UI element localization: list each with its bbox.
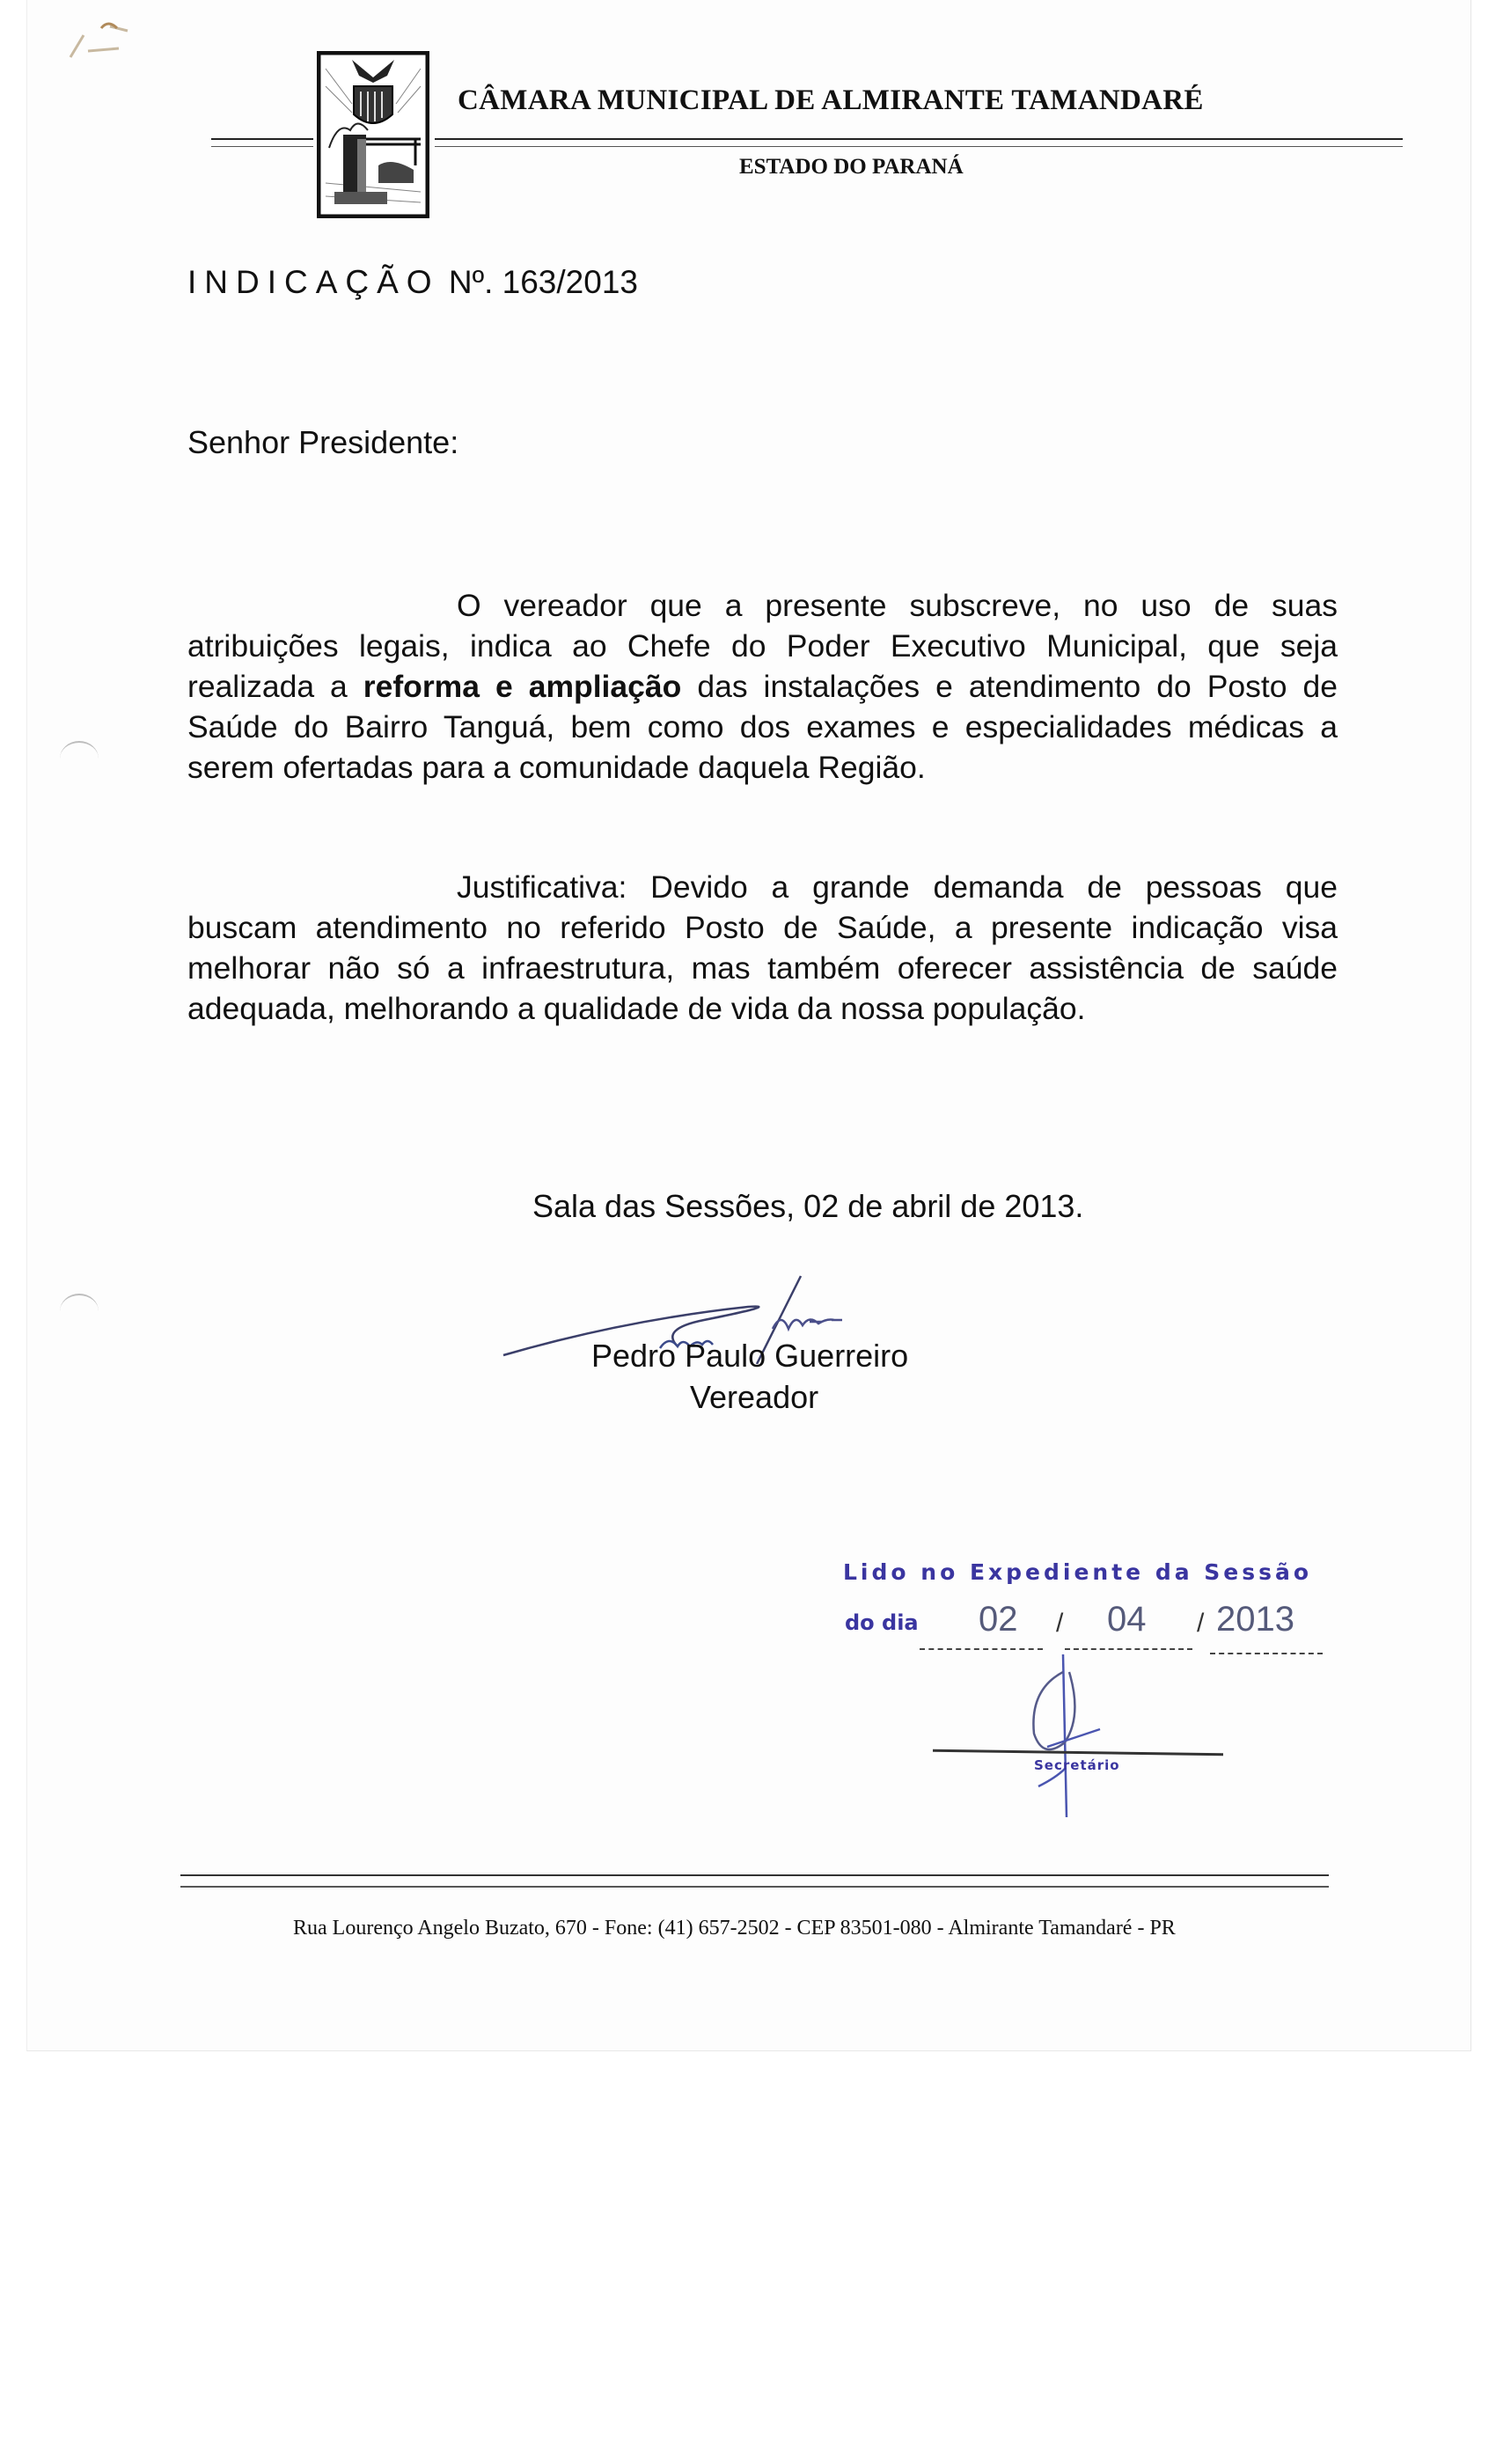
stamp-day: 02 [979, 1600, 1018, 1639]
stamp-underline [920, 1648, 1043, 1650]
signer-name: Pedro Paulo Guerreiro [591, 1338, 909, 1374]
header-rule [211, 146, 313, 147]
stamp-year: 2013 [1216, 1600, 1294, 1639]
punch-hole-icon [60, 1294, 99, 1329]
stamp-underline [1065, 1648, 1192, 1650]
footer-rule [180, 1886, 1329, 1888]
document-type: INDICAÇÃO [187, 264, 440, 300]
document-number [187, 264, 638, 301]
coat-of-arms-logo-icon [317, 51, 429, 218]
indication-paragraph [187, 585, 1338, 788]
stamp-month: 04 [1107, 1600, 1147, 1639]
justification-text: Justificativa: Devido a grande demanda de pessoas que buscam atendimento no referido Posto de Saúde, a presente indicação visa melhorar não só a infraestrutura, mas também oferecer assistência de saúde adequada, melhorando a qualidade de vida da nossa população. [187, 869, 1338, 1026]
paragraph-text: O vereador que a presente subscreve, no uso de suas atribuições legais, indica ao Chefe do Poder Executivo Municipal, que seja realizada a [187, 588, 1338, 704]
salutation: Senhor Presidente: [187, 424, 459, 460]
header-rule [435, 138, 1403, 140]
header-rule [435, 146, 1403, 147]
closing-date-line: Sala das Sessões, 02 de abril de 2013. [532, 1188, 1084, 1224]
stamp-separator: / [1197, 1609, 1205, 1638]
header-rule [211, 138, 313, 140]
punch-hole-icon [60, 741, 99, 776]
stamp-underline [1210, 1653, 1323, 1654]
paragraph-bold-text: reforma e ampliação [363, 669, 682, 704]
staple-mark-icon [53, 18, 132, 62]
stamp-line-2: do dia [845, 1610, 919, 1635]
footer-rule [180, 1874, 1329, 1876]
stamp-separator: / [1056, 1609, 1064, 1638]
organization-state: ESTADO DO PARANÁ [739, 155, 964, 179]
document-number-value: Nº. 163/2013 [448, 264, 638, 300]
paragraph-text: das instalações e atendimento do Posto de Saúde do Bairro Tanguá, bem como dos exames e especialidades médicas a serem ofertadas para a comunidade daquela Região. [187, 669, 1338, 785]
organization-title: CÂMARA MUNICIPAL DE ALMIRANTE TAMANDARÉ [458, 84, 1204, 116]
footer-address: Rua Lourenço Angelo Buzato, 670 - Fone: (41) 657-2502 - CEP 83501-080 - Almirante Tamandaré - PR [293, 1917, 1176, 1940]
stamp-line-1: Lido no Expediente da Sessão [843, 1559, 1313, 1585]
stamp-signer-label: Secretário [1034, 1757, 1120, 1773]
justification-paragraph [187, 867, 1338, 1029]
signer-role: Vereador [690, 1379, 819, 1415]
secretary-signature-icon [1012, 1654, 1118, 1822]
